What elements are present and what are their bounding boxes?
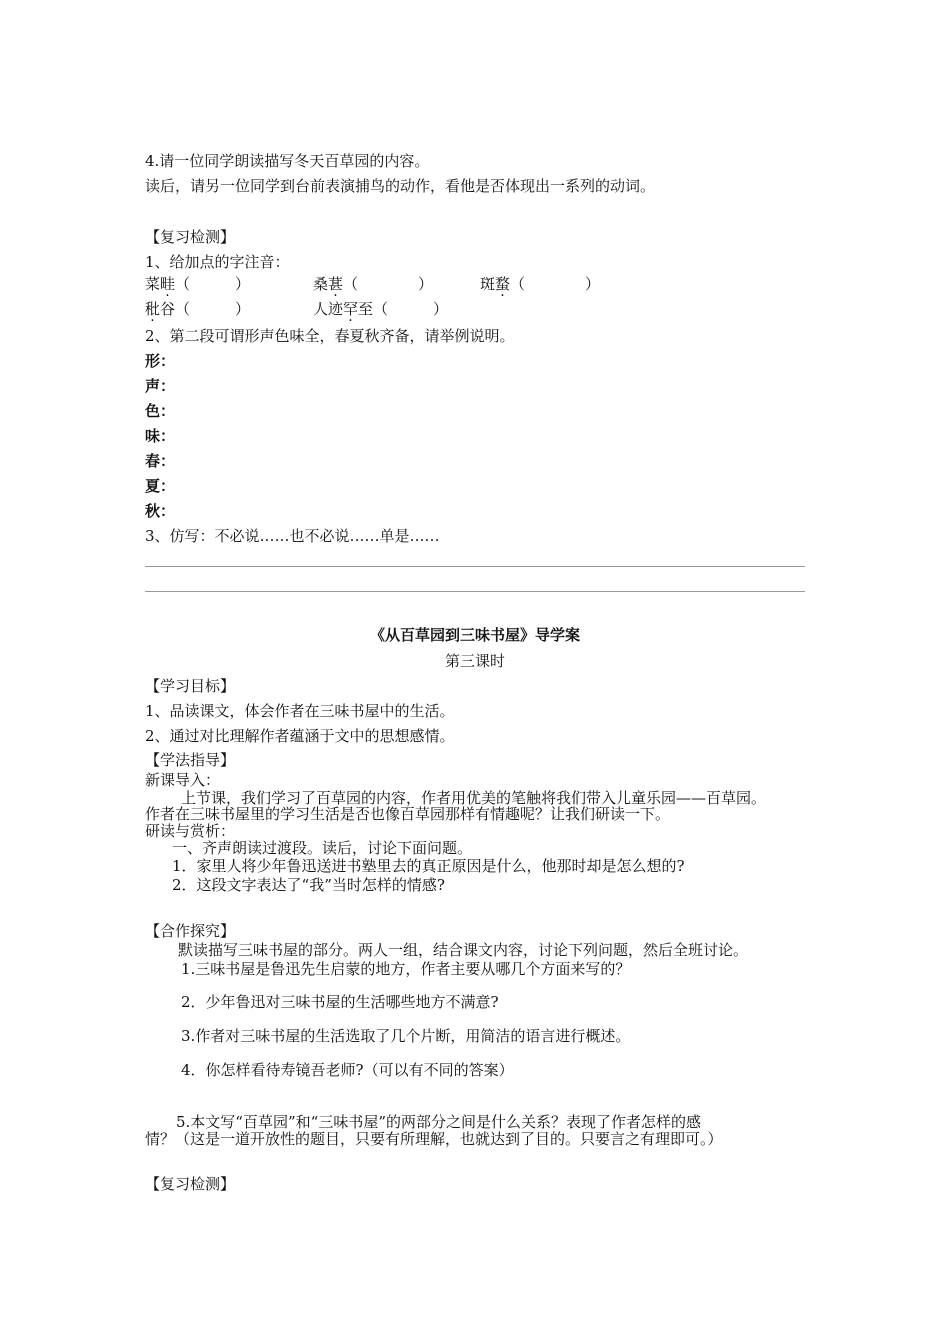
item-sheng: 声： [145,377,176,395]
coop-question-1: 1.三味书屋是鲁迅先生启蒙的地方，作者主要从哪几个方面来写的？ [181,960,631,978]
item-xia: 夏： [145,477,176,495]
coop-intro: 默读描写三味书屋的部分。两人一组，结合课文内容，讨论下列问题，然后全班讨论。 [178,941,749,959]
coop-question-3: 3.作者对三味书屋的生活选取了几个片断，用简洁的语言进行概述。 [181,1027,631,1045]
goal-1: 1、品读课文，体会作者在三味书屋中的生活。 [145,702,455,720]
intro-label: 新课导入： [145,771,221,789]
coop-question-2: 2．少年鲁迅对三味书屋的生活哪些地方不满意? [181,993,499,1011]
coop-question-5a: 5.本文写“百草园”和“三味书屋”的两部分之间是什么关系？表现了作者怎样的感 [176,1113,701,1131]
method-heading: 【学法指导】 [145,751,236,769]
doc-subtitle: 第三课时 [444,652,505,670]
q4-line1: 4.请一位同学朗读描写冬天百草园的内容。 [145,152,430,170]
pinyin-item-2: 桑葚（ ） [313,275,434,293]
coop-question-5b: 情？（这是一道开放性的题目，只要有所理解，也就达到了目的。只要言之有理即可。） [145,1130,723,1148]
item-wei: 味： [145,427,176,445]
item-chun: 春： [145,452,176,470]
intro-paragraph-2: 作者在三味书屋里的学习生活是否也像百草园那样有情趣呢？让我们研读一下。 [145,805,671,823]
pinyin-item-5: 人迹罕至（ ） [313,300,449,318]
item-qiu: 秋： [145,502,176,520]
coop-question-4: 4．你怎样看待寿镜吾老师?（可以有不同的答案） [181,1061,514,1079]
answer-line-2 [145,591,805,592]
q4-line2: 读后，请另一位同学到台前表演捕鸟的动作，看他是否体现出一系列的动词。 [145,177,656,195]
review-q2-label: 2、第二段可谓形声色味全，春夏秋齐备，请举例说明。 [145,327,515,345]
review-q1-label: 1、给加点的字注音： [145,253,290,271]
pinyin-item-3: 斑蝥（ ） [480,275,601,293]
goal-2: 2、通过对比理解作者蕴涵于文中的思想感情。 [145,727,455,745]
study-question-1: 1．家里人将少年鲁迅送进书塾里去的真正原因是什么，他那时却是怎么想的? [172,857,685,875]
item-se: 色： [145,402,176,420]
review-q3-label: 3、仿写：不必说……也不必说……单是…… [145,527,440,545]
answer-line-1 [145,566,805,567]
study-label: 研读与赏析： [145,822,236,840]
pinyin-item-4: 秕谷（ ） [145,300,251,318]
goal-heading: 【学习目标】 [145,677,236,695]
pinyin-item-1: 菜畦（ ） [145,275,251,293]
study-question-2: 2．这段文字表达了“我”当时怎样的情感? [172,876,445,894]
study-instruction: 一、齐声朗读过渡段。读后，讨论下面问题。 [172,839,473,857]
item-xing: 形： [145,352,176,370]
intro-paragraph-1: 上节课，我们学习了百草园的内容，作者用优美的笔触将我们带入儿童乐园——百草园。 [181,789,767,807]
doc-title: 《从百草园到三味书屋》导学案 [369,626,580,644]
coop-heading: 【合作探究】 [145,922,236,940]
review-heading-2: 【复习检测】 [145,1175,236,1193]
review-heading: 【复习检测】 [145,228,236,246]
